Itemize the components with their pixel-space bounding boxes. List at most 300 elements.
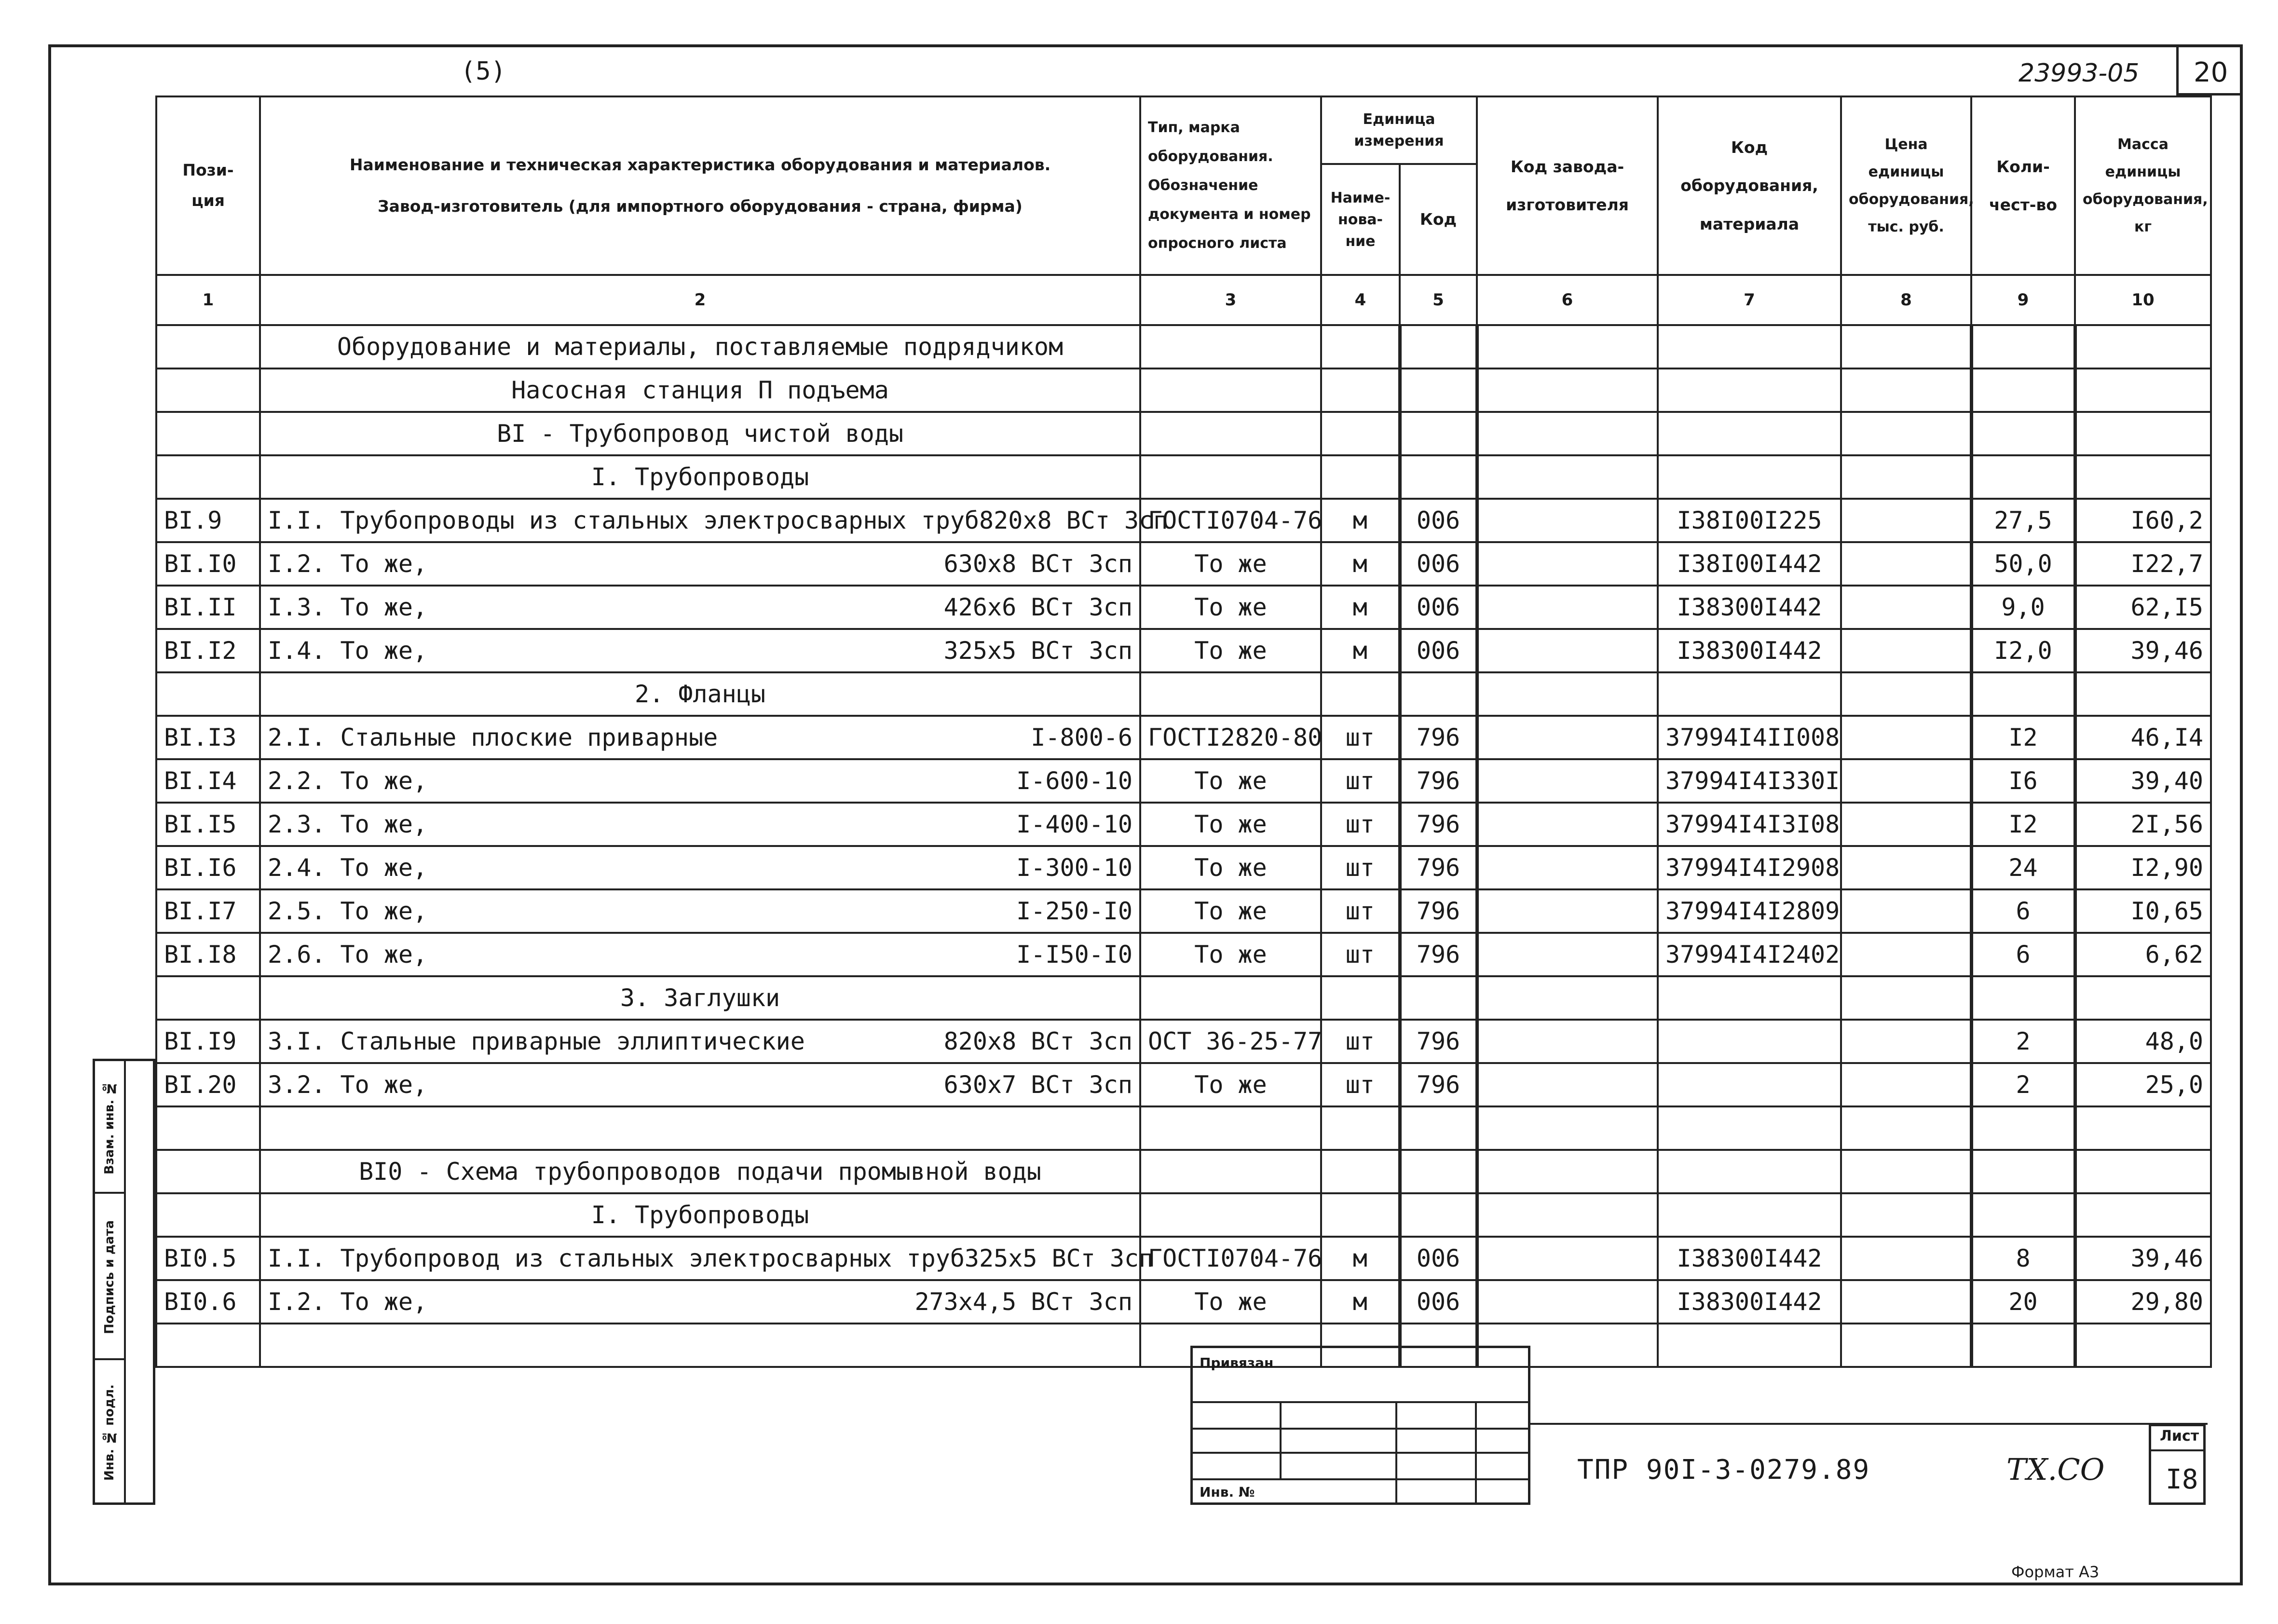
sheet-number: I8	[2166, 1464, 2198, 1495]
cell-unit	[1321, 1150, 1400, 1193]
cell-type	[1140, 1106, 1321, 1150]
section-title: BI0 - Схема трубопроводов подачи промывной воды	[260, 1150, 1140, 1193]
name-wrap	[268, 506, 1168, 534]
cell-type: ГОСТI0704-76	[1140, 499, 1321, 542]
section-title: I. Трубопроводы	[260, 455, 1140, 499]
column-number-row	[156, 275, 2211, 325]
item-row	[156, 889, 2211, 933]
document-number: 23993-05	[2019, 59, 2140, 88]
section-row	[156, 455, 2211, 499]
cell-position	[156, 455, 260, 499]
cell-unit: м	[1321, 1237, 1400, 1280]
cell-equip-code: I38300I442	[1658, 586, 1841, 629]
cell-mass: I22,7	[2075, 542, 2211, 586]
cell-qty: I2,0	[1971, 629, 2075, 672]
cell-mass	[2075, 672, 2211, 716]
cell-unit	[1321, 368, 1400, 412]
cell-position: BI.I4	[156, 759, 260, 803]
cell-unit-code: 796	[1400, 759, 1477, 803]
name-wrap	[268, 767, 1132, 795]
cell-mass: 25,0	[2075, 1063, 2211, 1106]
cell-qty: 8	[1971, 1237, 2075, 1280]
stage-code: ТХ.СО	[2006, 1452, 2105, 1487]
item-row	[156, 803, 2211, 846]
col-number: 3	[1140, 275, 1321, 325]
side-label-inv: Инв. № подл.	[102, 1384, 117, 1481]
item-name: I.3. То же,	[268, 593, 428, 621]
cell-type: То же	[1140, 586, 1321, 629]
cell-factory-code	[1477, 933, 1658, 976]
col-header-price: Цена единицы оборудования, тыс. руб.	[1841, 96, 1971, 275]
cell-factory-code	[1477, 325, 1658, 368]
cell-type: То же	[1140, 629, 1321, 672]
cell-type	[1140, 976, 1321, 1020]
cell-qty	[1971, 976, 2075, 1020]
cell-factory-code	[1477, 672, 1658, 716]
cell-equip-code: 37994I4I2809	[1658, 889, 1841, 933]
item-row	[156, 1280, 2211, 1324]
cell-name	[260, 803, 1140, 846]
item-name: 2.6. То же,	[268, 941, 428, 969]
item-size: 426x6 ВСт 3сп	[943, 593, 1132, 621]
cell-equip-code: I38300I442	[1658, 629, 1841, 672]
stamp-line	[1395, 1401, 1397, 1505]
cell-equip-code	[1658, 672, 1841, 716]
name-wrap	[268, 637, 1132, 665]
cell-factory-code	[1477, 1237, 1658, 1280]
name-wrap	[268, 941, 1132, 969]
cell-unit-code: 796	[1400, 1063, 1477, 1106]
cell-position: BI.I9	[156, 1020, 260, 1063]
cell-equip-code: I38300I442	[1658, 1280, 1841, 1324]
cell-type: ГОСТI2820-80	[1140, 716, 1321, 759]
item-row	[156, 586, 2211, 629]
item-size: I-800-6	[1031, 723, 1132, 751]
cell-type: То же	[1140, 889, 1321, 933]
cell-unit	[1321, 1106, 1400, 1150]
cell-qty: I2	[1971, 803, 2075, 846]
cell-unit: шт	[1321, 1020, 1400, 1063]
cell-unit-code: 796	[1400, 889, 1477, 933]
cell-price	[1841, 803, 1971, 846]
cell-unit-code	[1400, 672, 1477, 716]
cell-equip-code	[1658, 1324, 1841, 1367]
cell-name	[260, 1063, 1140, 1106]
cell-qty	[1971, 1193, 2075, 1237]
cell-unit: шт	[1321, 803, 1400, 846]
cell-unit-code: 006	[1400, 542, 1477, 586]
title-block-line	[1529, 1423, 2208, 1425]
item-name: I.I. Трубопровод из стальных электросварных труб	[268, 1244, 965, 1272]
cell-price	[1841, 542, 1971, 586]
side-stamp	[93, 1059, 155, 1505]
cell-qty	[1971, 672, 2075, 716]
cell-equip-code: 37994I4I2908	[1658, 846, 1841, 889]
cell-price	[1841, 455, 1971, 499]
cell-position: BI0.6	[156, 1280, 260, 1324]
cell-qty: 6	[1971, 889, 2075, 933]
side-label-podpis: Подпись и дата	[102, 1220, 117, 1334]
cell-qty: 20	[1971, 1280, 2075, 1324]
cell-unit-code: 796	[1400, 846, 1477, 889]
cell-factory-code	[1477, 586, 1658, 629]
cell-type: То же	[1140, 846, 1321, 889]
item-row	[156, 1020, 2211, 1063]
cell-name	[260, 933, 1140, 976]
cell-qty	[1971, 1106, 2075, 1150]
cell-equip-code: 37994I4I2402	[1658, 933, 1841, 976]
item-size: I-I50-I0	[1016, 941, 1132, 969]
cell-qty: 50,0	[1971, 542, 2075, 586]
specification-table	[155, 96, 2212, 1368]
cell-unit: м	[1321, 1280, 1400, 1324]
item-row	[156, 629, 2211, 672]
item-size: I-300-10	[1016, 854, 1132, 882]
item-row	[156, 1063, 2211, 1106]
item-name: 2.5. То же,	[268, 897, 428, 925]
cell-equip-code	[1658, 455, 1841, 499]
col-header-pos: Пози- ция	[156, 96, 260, 275]
item-name: 3.2. То же,	[268, 1071, 428, 1099]
cell-mass: I60,2	[2075, 499, 2211, 542]
cell-mass	[2075, 1106, 2211, 1150]
cell-mass	[2075, 976, 2211, 1020]
cell-qty: 6	[1971, 933, 2075, 976]
cell-type	[1140, 1150, 1321, 1193]
col-number: 1	[156, 275, 260, 325]
cell-mass: 6,62	[2075, 933, 2211, 976]
cell-qty	[1971, 412, 2075, 455]
item-name: 2.4. То же,	[268, 854, 428, 882]
name-wrap	[268, 810, 1132, 838]
cell-mass: 29,80	[2075, 1280, 2211, 1324]
cell-name	[260, 1020, 1140, 1063]
side-stamp-divider	[124, 1061, 126, 1502]
cell-qty: I2	[1971, 716, 2075, 759]
item-name: I.4. То же,	[268, 637, 428, 665]
cell-qty	[1971, 1150, 2075, 1193]
cell-qty	[1971, 455, 2075, 499]
col-header-unit-code: Код	[1400, 164, 1477, 275]
item-row	[156, 1237, 2211, 1280]
cell-price	[1841, 1150, 1971, 1193]
cell-price	[1841, 716, 1971, 759]
item-row	[156, 933, 2211, 976]
section-title: Оборудование и материалы, поставляемые подрядчиком	[260, 325, 1140, 368]
cell-position	[156, 325, 260, 368]
cell-qty	[1971, 368, 2075, 412]
cell-price	[1841, 976, 1971, 1020]
blank-row	[156, 1106, 2211, 1150]
cell-mass	[2075, 368, 2211, 412]
cell-mass: 39,46	[2075, 629, 2211, 672]
item-size: 820x8 ВСт 3сп	[943, 1027, 1132, 1055]
cell-unit-code: 796	[1400, 1020, 1477, 1063]
cell-factory-code	[1477, 1106, 1658, 1150]
name-wrap	[268, 1244, 1154, 1272]
cell-price	[1841, 368, 1971, 412]
cell-price	[1841, 1063, 1971, 1106]
cell-unit: шт	[1321, 716, 1400, 759]
cell-equip-code: 37994I4II008	[1658, 716, 1841, 759]
col-number: 8	[1841, 275, 1971, 325]
cell-unit-code: 796	[1400, 933, 1477, 976]
col-number: 10	[2075, 275, 2211, 325]
cell-unit-code	[1400, 412, 1477, 455]
cell-equip-code: 37994I4I3I08	[1658, 803, 1841, 846]
cell-factory-code	[1477, 412, 1658, 455]
cell-type	[1140, 325, 1321, 368]
cell-type	[1140, 1193, 1321, 1237]
cell-unit: шт	[1321, 933, 1400, 976]
cell-type: ГОСТI0704-76	[1140, 1237, 1321, 1280]
cell-factory-code	[1477, 1020, 1658, 1063]
section-title: 3. Заглушки	[260, 976, 1140, 1020]
format-note: Формат А3	[2011, 1563, 2100, 1581]
cell-equip-code: 37994I4I330I	[1658, 759, 1841, 803]
cell-type	[1140, 412, 1321, 455]
cell-unit-code: 796	[1400, 716, 1477, 759]
cell-type	[1140, 455, 1321, 499]
cell-factory-code	[1477, 1193, 1658, 1237]
blank-row	[156, 1324, 2211, 1367]
cell-name	[260, 586, 1140, 629]
cell-position	[156, 1106, 260, 1150]
side-label-vzam: Взам. инв. №	[102, 1080, 117, 1174]
col-number: 4	[1321, 275, 1400, 325]
cell-qty: I6	[1971, 759, 2075, 803]
cell-factory-code	[1477, 542, 1658, 586]
col-header-qty: Коли-чест-во	[1971, 96, 2075, 275]
item-row	[156, 499, 2211, 542]
cell-type: ОСТ 36-25-77	[1140, 1020, 1321, 1063]
col-header-unit-name: Наиме-нова-ние	[1321, 164, 1400, 275]
col-number: 6	[1477, 275, 1658, 325]
cell-position	[156, 1193, 260, 1237]
cell-type: То же	[1140, 803, 1321, 846]
cell-type	[1140, 672, 1321, 716]
cell-qty: 2	[1971, 1063, 2075, 1106]
item-name: 2.2. То же,	[268, 767, 428, 795]
cell-qty: 9,0	[1971, 586, 2075, 629]
cell-position: BI.I8	[156, 933, 260, 976]
cell-equip-code: I38I00I442	[1658, 542, 1841, 586]
cell-unit: м	[1321, 629, 1400, 672]
binding-stamp	[1190, 1346, 1530, 1505]
cell-factory-code	[1477, 803, 1658, 846]
col-number: 7	[1658, 275, 1841, 325]
cell-qty	[1971, 1324, 2075, 1367]
cell-equip-code	[1658, 412, 1841, 455]
cell-factory-code	[1477, 455, 1658, 499]
cell-unit-code: 006	[1400, 1280, 1477, 1324]
cell-price	[1841, 1324, 1971, 1367]
stamp-line	[1193, 1428, 1528, 1430]
cell-position	[156, 368, 260, 412]
cell-unit: шт	[1321, 759, 1400, 803]
cell-price	[1841, 1106, 1971, 1150]
stamp-line	[1475, 1401, 1477, 1505]
item-row	[156, 759, 2211, 803]
cell-unit: м	[1321, 499, 1400, 542]
cell-equip-code	[1658, 976, 1841, 1020]
cell-factory-code	[1477, 1280, 1658, 1324]
item-name: 2.3. То же,	[268, 810, 428, 838]
cell-unit	[1321, 976, 1400, 1020]
cell-unit: м	[1321, 586, 1400, 629]
cell-price	[1841, 412, 1971, 455]
cell-equip-code	[1658, 1020, 1841, 1063]
cell-price	[1841, 499, 1971, 542]
cell-name	[260, 846, 1140, 889]
col-number: 5	[1400, 275, 1477, 325]
stamp-line	[1193, 1478, 1528, 1480]
section-row	[156, 412, 2211, 455]
cell-unit-code: 006	[1400, 1237, 1477, 1280]
cell-equip-code: I38300I442	[1658, 1237, 1841, 1280]
cell-mass	[2075, 1193, 2211, 1237]
cell-type: То же	[1140, 933, 1321, 976]
cell-price	[1841, 933, 1971, 976]
cell-position: BI0.5	[156, 1237, 260, 1280]
cell-factory-code	[1477, 759, 1658, 803]
cell-position	[156, 1150, 260, 1193]
cell-position: BI.I6	[156, 846, 260, 889]
cell-price	[1841, 759, 1971, 803]
item-name: I.I. Трубопроводы из стальных электросварных труб	[268, 506, 980, 534]
cell-type: То же	[1140, 759, 1321, 803]
cell-unit-code: 796	[1400, 803, 1477, 846]
item-row	[156, 716, 2211, 759]
cell-unit	[1321, 672, 1400, 716]
item-size: 630x7 ВСт 3сп	[943, 1071, 1132, 1099]
section-row	[156, 1193, 2211, 1237]
section-title: I. Трубопроводы	[260, 1193, 1140, 1237]
cell-price	[1841, 586, 1971, 629]
cell-qty: 2	[1971, 1020, 2075, 1063]
cell-unit	[1321, 455, 1400, 499]
cell-mass	[2075, 1324, 2211, 1367]
item-name: I.2. То же,	[268, 1288, 428, 1316]
cell-price	[1841, 325, 1971, 368]
item-size: I-600-10	[1016, 767, 1132, 795]
cell-position: BI.20	[156, 1063, 260, 1106]
cell-name	[260, 759, 1140, 803]
cell-unit: м	[1321, 542, 1400, 586]
section-title: BI - Трубопровод чистой воды	[260, 412, 1140, 455]
cell-position: BI.I3	[156, 716, 260, 759]
item-size: 820x8 ВСт 3сп	[979, 506, 1168, 534]
cell-factory-code	[1477, 889, 1658, 933]
col-header-mass: Масса единицы оборудования, кг	[2075, 96, 2211, 275]
cell-factory-code	[1477, 499, 1658, 542]
page-marker: (5)	[461, 57, 506, 86]
cell-mass: 48,0	[2075, 1020, 2211, 1063]
cell-unit-code	[1400, 976, 1477, 1020]
cell-name	[260, 542, 1140, 586]
cell-equip-code	[1658, 1063, 1841, 1106]
cell-position: BI.I7	[156, 889, 260, 933]
cell-factory-code	[1477, 1063, 1658, 1106]
cell-mass: I2,90	[2075, 846, 2211, 889]
item-row	[156, 846, 2211, 889]
cell-factory-code	[1477, 976, 1658, 1020]
cell-factory-code	[1477, 846, 1658, 889]
cell-mass	[2075, 455, 2211, 499]
item-size: 325x5 ВСт 3сп	[943, 637, 1132, 665]
cell-equip-code	[1658, 1193, 1841, 1237]
stamp-line	[1193, 1452, 1528, 1454]
item-row	[156, 542, 2211, 586]
cell-unit	[1321, 412, 1400, 455]
cell-name	[260, 1106, 1140, 1150]
cell-type: То же	[1140, 542, 1321, 586]
item-size: 630x8 ВСт 3сп	[943, 550, 1132, 578]
col-header-factory-code: Код завода-изготовителя	[1477, 96, 1658, 275]
page-number: 20	[2194, 57, 2228, 88]
cell-equip-code	[1658, 1106, 1841, 1150]
item-size: 273x4,5 ВСт 3сп	[914, 1288, 1132, 1316]
project-code: ТПР 90I-3-0279.89	[1577, 1454, 1870, 1486]
name-wrap	[268, 897, 1132, 925]
cell-price	[1841, 1237, 1971, 1280]
cell-position: BI.II	[156, 586, 260, 629]
name-wrap	[268, 1071, 1132, 1099]
sheet-label: Лист	[2160, 1428, 2199, 1445]
cell-mass: 39,40	[2075, 759, 2211, 803]
cell-factory-code	[1477, 716, 1658, 759]
col-header-equip-code: Код оборудования, материала	[1658, 96, 1841, 275]
item-size: I-400-10	[1016, 810, 1132, 838]
cell-mass: 62,I5	[2075, 586, 2211, 629]
name-wrap	[268, 593, 1132, 621]
cell-position: BI.I0	[156, 542, 260, 586]
cell-name	[260, 716, 1140, 759]
col-header-unit-group: Единица измерения	[1321, 96, 1477, 164]
name-wrap	[268, 1288, 1132, 1316]
cell-unit: шт	[1321, 846, 1400, 889]
cell-position	[156, 1324, 260, 1367]
cell-mass: 46,I4	[2075, 716, 2211, 759]
cell-unit: шт	[1321, 889, 1400, 933]
name-wrap	[268, 1027, 1132, 1055]
cell-unit-code	[1400, 1150, 1477, 1193]
cell-equip-code	[1658, 1150, 1841, 1193]
cell-position: BI.I2	[156, 629, 260, 672]
cell-unit-code	[1400, 1106, 1477, 1150]
item-name: 2.I. Стальные плоские приварные	[268, 723, 718, 751]
cell-qty: 24	[1971, 846, 2075, 889]
cell-position: BI.9	[156, 499, 260, 542]
cell-position	[156, 976, 260, 1020]
cell-equip-code	[1658, 325, 1841, 368]
col-header-type: Тип, марка оборудования. Обозначение документа и номер опросного листа	[1140, 96, 1321, 275]
cell-factory-code	[1477, 1150, 1658, 1193]
name-wrap	[268, 723, 1132, 751]
section-row	[156, 1150, 2211, 1193]
cell-mass: I0,65	[2075, 889, 2211, 933]
stamp-line	[1280, 1401, 1282, 1478]
cell-unit-code	[1400, 1193, 1477, 1237]
cell-mass	[2075, 325, 2211, 368]
cell-mass	[2075, 412, 2211, 455]
cell-unit-code	[1400, 455, 1477, 499]
item-name: I.2. То же,	[268, 550, 428, 578]
section-row	[156, 325, 2211, 368]
stamp-line	[1193, 1401, 1528, 1403]
item-name: 3.I. Стальные приварные эллиптические	[268, 1027, 805, 1055]
name-wrap	[268, 854, 1132, 882]
